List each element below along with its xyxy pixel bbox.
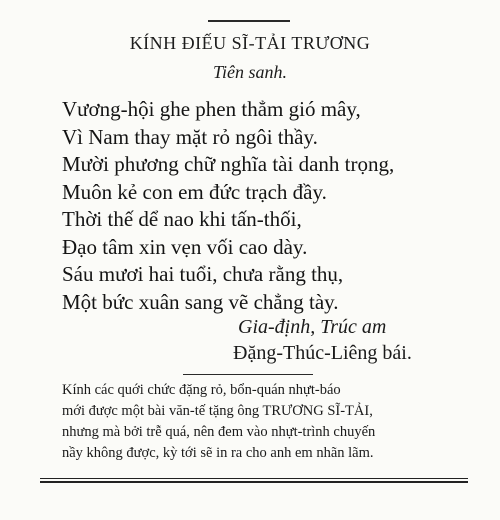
signature-place: Gia-định, Trúc am bbox=[238, 316, 387, 338]
poem-line: Một bức xuân sang vẽ chẳng tày. bbox=[62, 289, 339, 314]
poem-body bbox=[62, 96, 394, 316]
editor-note bbox=[62, 380, 462, 464]
poem-line: Sáu mươi hai tuổi, chưa rằng thụ, bbox=[62, 262, 344, 286]
poem-subtitle: Tiên sanh. bbox=[212, 62, 287, 82]
poem-line: Thời thế dể nao khi tấn-thối, bbox=[62, 207, 302, 231]
top-rule bbox=[208, 20, 290, 22]
poem-title: KÍNH ĐIẾU SĨ-TẢI TRƯƠNG bbox=[129, 33, 371, 53]
poem-line: Vương-hội ghe phen thẳm gió mây, bbox=[62, 97, 361, 121]
signature-author: Đặng-Thúc-Liêng bái. bbox=[233, 342, 412, 364]
poem-line: Muôn kẻ con em đức trạch đầy. bbox=[62, 179, 327, 204]
note-line: mới được một bài văn-tế tặng ông TRƯƠNG SĨ-TẢI, bbox=[62, 403, 373, 419]
note-line: Kính các quới chức đặng rỏ, bổn-quán nhựt-báo bbox=[62, 382, 341, 398]
note-line: nhưng mà bởi trễ quá, nên đem vào nhựt-trình chuyến bbox=[62, 424, 376, 440]
note-line: nầy không được, kỳ tới sẽ in ra cho anh em nhãn lãm. bbox=[62, 445, 374, 461]
section-divider bbox=[183, 374, 313, 375]
poem-line: Vì Nam thay mặt rỏ ngôi thầy. bbox=[62, 124, 318, 149]
bottom-rule-thin bbox=[40, 478, 468, 479]
poem-line: Đạo tâm xin vẹn vối cao dày. bbox=[62, 234, 308, 259]
bottom-rule-thick bbox=[40, 481, 468, 483]
poem-line: Mười phương chữ nghĩa tài danh trọng, bbox=[62, 152, 395, 176]
